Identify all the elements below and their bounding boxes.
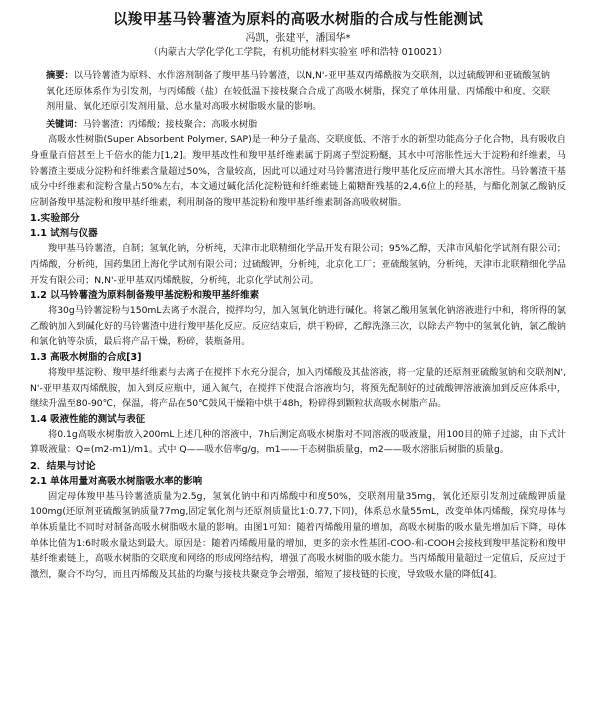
paragraph: 将0.1g高吸水树脂放入200mL上述几种的溶液中，7h后测定高吸水树脂对不同溶液的吸液量，用100目的筛子过滤，由下式计算吸液量：Q=(m2-m1)/m1。式中 Q——吸水倍率g/g，m1——干态树脂质量g，m2——吸水溶胀后树脂的质量g。 — [30, 428, 566, 456]
subsection-heading: 1.2 以马铃薯渣为原料制备羧甲基淀粉和羧甲基纤维素 — [30, 290, 260, 302]
subsection-heading: 2.1 单体用量对高吸水树脂吸水率的影响 — [30, 475, 203, 487]
authors: 冯凯，张建平，潘国华* — [245, 33, 351, 44]
section-heading: 1.实验部分 — [30, 213, 80, 225]
keywords-text: 马铃薯渣；丙烯酸；接枝聚合；高吸水树脂 — [82, 118, 258, 130]
keywords-label: 关键词： — [46, 118, 83, 130]
subsection-heading: 1.3 高吸水树脂的合成[3] — [30, 351, 142, 363]
paragraph: 固定母体羧甲基马铃薯渣质量为2.5g，氢氧化钠中和丙烯酸中和度50%，交联剂用量35mg，氧化还原引发剂过硫酸钾质量100mg(还原剂亚硫酸氢钠质量77mg,固定氧化剂与还原剂质量比1:0.77,下同)，体系总水量55mL，改变单体丙烯酸，探究母体与单体质量比不同时对制备高吸水树脂吸水量的影响。由图1可知：随着丙烯酸用量的增加，高吸水树脂的吸水量先增加后下降，母体单体比值为1:6时吸水量达到最大。原因是：随着丙烯酸用量的增加，更多的亲水性基团-COO-和-COOH会接枝到羧甲基淀粉和羧甲基纤维素链上，高吸水树脂的交联度和网络的形成网络结构，增强了高吸水树脂的吸水能力。当丙烯酸用量超过一定值后，反应过于激烈，聚合不均匀，而且丙烯酸及其盐的均聚与接枝共聚竞争会增强，缩短了接枝链的长度，导致吸水量的降低[4]。 — [30, 490, 566, 580]
paragraph: 羧甲基马铃薯渣，自制；氢氧化钠，分析纯，天津市北联精细化学品开发有限公司；95%乙醇，天津市风船化学试剂有限公司；丙烯酸，分析纯，国药集团上海化学试剂有限公司；过硫酸钾，分析纯，北京化工厂；亚硫酸氢钠，分析纯，天津市北联精细化学品开发有限公司；N,N'-亚甲基双丙烯酰胺，分析纯，北京化学试剂公司。 — [30, 243, 566, 286]
paper-title: 以羧甲基马铃薯渣为原料的高吸水树脂的合成与性能测试 — [113, 12, 483, 28]
abstract-text: 以马铃薯渣为原料、水作溶剂制备了羧甲基马铃薯渣，以N,N'-亚甲基双丙烯酰胺为交联剂，以过硫酸钾和亚硫酸氢钠氧化还原体系作为引发剂，与丙烯酸（盐）在较低温下接枝聚合合成了高吸水树脂，探究了单体用量、丙烯酸中和度、交联剂用量、氧化还原引发剂用量、总水量对高吸水树脂吸水量的影响。 — [46, 70, 550, 113]
subsection-heading: 1.1 试剂与仪器 — [30, 228, 98, 240]
abstract-label: 摘要： — [46, 70, 74, 81]
paragraph: 将30g马铃薯淀粉与150mL去离子水混合，搅拌均匀，加入氢氧化钠进行碱化。将氯乙酸用氢氧化钠溶液进行中和，将所得的氯乙酸钠加入到碱化好的马铃薯渣中进行羧甲基化反应。反应结束后，烘干粉碎，乙醇洗涤三次，以除去产物中的氢氧化钠，氯乙酸钠和氯化钠等杂质，最后将产品干燥，粉碎，装瓶备用。 — [30, 305, 566, 348]
section-heading: 2．结果与讨论 — [30, 460, 96, 472]
keywords — [30, 117, 566, 133]
subsection-heading: 1.4 吸液性能的测试与表征 — [30, 413, 146, 425]
affiliation: （内蒙古大学化学化工学院，有机功能材料实验室 呼和浩特 010021） — [148, 47, 448, 58]
introduction: 高吸水性树脂(Super Absorbent Polymer, SAP)是一种分子量高、交联度低、不溶于水的新型功能高分子化合物，具有吸收自身重量百倍甚至上千倍水的能力[1,2]。羧甲基改性和羧甲基纤维素属于阴离子型淀粉醚，其水中可溶胀性远大于淀粉和纤维素，马铃薯渣主要成分淀粉和纤维素含量超过50%，含量较高，因此可以通过对马铃薯渣进行羧甲基化反应而增大其水溶性。马铃薯渣干基成分中纤维素和淀粉含量占50%左右，本文通过碱化活化淀粉链和纤维素链上葡糖酐残基的2,4,6位上的羟基，与酯化剂氯乙酸钠反应制备羧甲基淀粉和羧甲基纤维素，利用制备的羧甲基淀粉和羧甲基纤维素制备高吸收树脂。 — [30, 134, 566, 208]
abstract — [30, 68, 566, 115]
paragraph: 将羧甲基淀粉、羧甲基纤维素与去离子在搅拌下水充分混合，加入丙烯酸及其盐溶液，将一定量的还原剂亚硫酸氢钠和交联剂N', N'-亚甲基双丙烯酰胺，加入到反应瓶中，通入氮气，在搅拌下使混合溶液均匀，将预先配制好的过硫酸钾溶液滴加到反应体系中，继续升温至80-90℃，保温，将产品在50℃鼓风干燥箱中烘干48h，粉碎得到颗粒状高吸水树脂产品。 — [30, 366, 566, 410]
